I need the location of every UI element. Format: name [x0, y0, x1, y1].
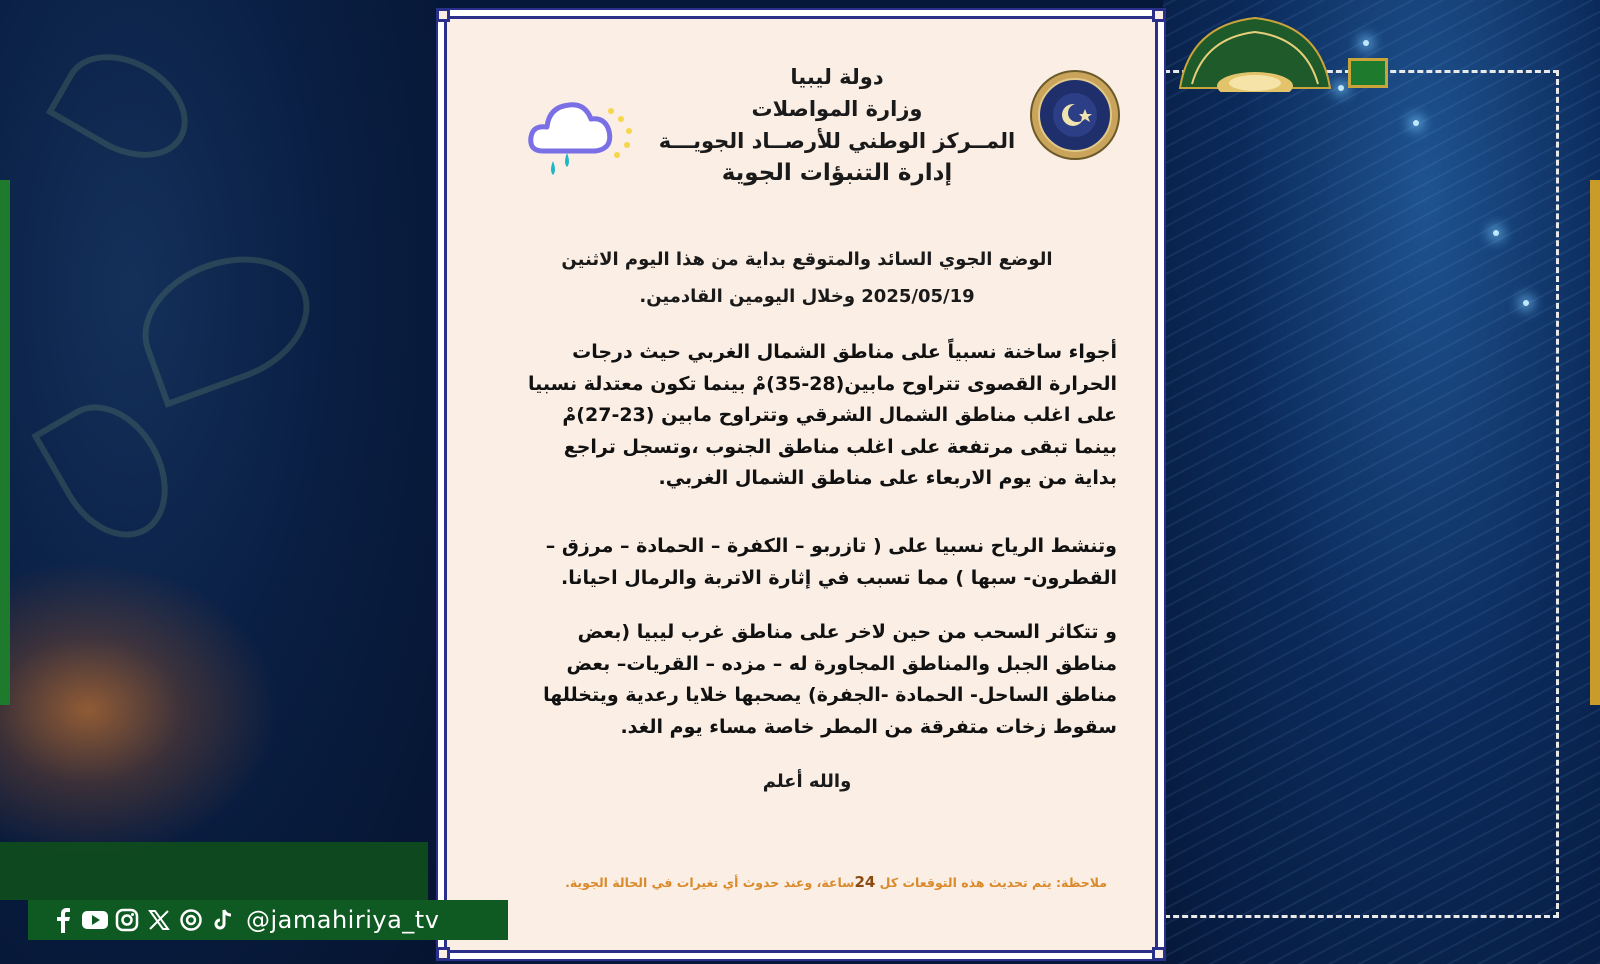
ministry-name: وزارة المواصلات: [751, 97, 923, 121]
rain-cloud-icon: [523, 89, 638, 184]
closing-phrase: والله أعلم: [762, 771, 852, 792]
wind-paragraph: وتنشط الرياح نسبيا على ( تازربو – الكفرة – الحمادة – مرزق – القطرون- سبها ) مما تسبب في إثارة الاتربة والرمال احيانا.: [545, 535, 1117, 589]
note-hours: 24: [854, 873, 876, 891]
note-text-end: ساعة، وعند حدوث أي تغيرات في الحالة الجوية.: [565, 875, 855, 890]
frame-corner: [1152, 947, 1166, 961]
ornament-leaf: [124, 234, 327, 407]
lower-green-strip: [0, 842, 428, 900]
right-gold-bar: [1590, 180, 1600, 705]
frame-corner: [436, 947, 450, 961]
title-line-2: 2025/05/19 وخلال اليومين القادمين.: [639, 286, 975, 307]
facebook-icon[interactable]: [50, 907, 76, 933]
green-marker: [1348, 58, 1388, 88]
channel-emblem-icon: [1170, 10, 1340, 92]
bulletin-header: [627, 61, 1047, 189]
social-handle[interactable]: @jamahiriya_tv: [246, 906, 440, 934]
bulletin-page: [444, 16, 1158, 953]
dashed-frame: [1155, 70, 1559, 918]
bulletin-title: [487, 241, 1127, 315]
frame-corner: [436, 8, 450, 22]
state-name: دولة ليبيا: [790, 65, 884, 89]
note-text-start: ملاحظة: يتم تحديث هذه التوقعات كل: [875, 875, 1107, 890]
orange-glow: [0, 560, 280, 860]
weather-bulletin: [436, 8, 1166, 961]
tiktok-icon[interactable]: [210, 907, 236, 933]
x-icon[interactable]: [146, 907, 172, 933]
light-spark: [1363, 40, 1369, 46]
instagram-icon[interactable]: [114, 907, 140, 933]
ornament-leaf: [31, 384, 190, 558]
left-background: [0, 0, 435, 964]
ornament-leaf: [46, 33, 206, 179]
youtube-icon[interactable]: [82, 907, 108, 933]
frame-corner: [1152, 8, 1166, 22]
temperature-paragraph: أجواء ساخنة نسبياً على مناطق الشمال الغربي حيث درجات الحرارة القصوى تتراوح مابين(28-35)مْ بينما تكون معتدلة نسبيا على اغلب مناطق الشمال الشرقي وتتراوح مابين (23-27)مْ بينما تبقى مرتفعة على اغلب مناطق الجنوب ،وتسجل تراجع بداية من يوم الاربعاء على مناطق الشمال الغربي.: [527, 341, 1117, 489]
department-name: إدارة التنبؤات الجوية: [721, 160, 953, 186]
center-name: المــركز الوطني للأرصــاد الجويـــة: [658, 129, 1016, 153]
title-line-1: الوضع الجوي السائد والمتوقع بداية من هذا اليوم الاثنين: [561, 249, 1053, 270]
update-note: [537, 873, 1107, 891]
clouds-paragraph: و تتكاثر السحب من حين لاخر على مناطق غرب ليبيا (بعض مناطق الجبل والمناطق المجاورة له – مزده – القريات– بعض مناطق الساحل- الحمادة -الجفرة) يصحبها خلايا رعدية ويتخللها سقوط زخات متفرقة من المطر خاصة مساء يوم الغد.: [543, 621, 1117, 738]
social-bar: [28, 900, 508, 940]
left-green-bar: [0, 180, 10, 705]
threads-icon[interactable]: [178, 907, 204, 933]
